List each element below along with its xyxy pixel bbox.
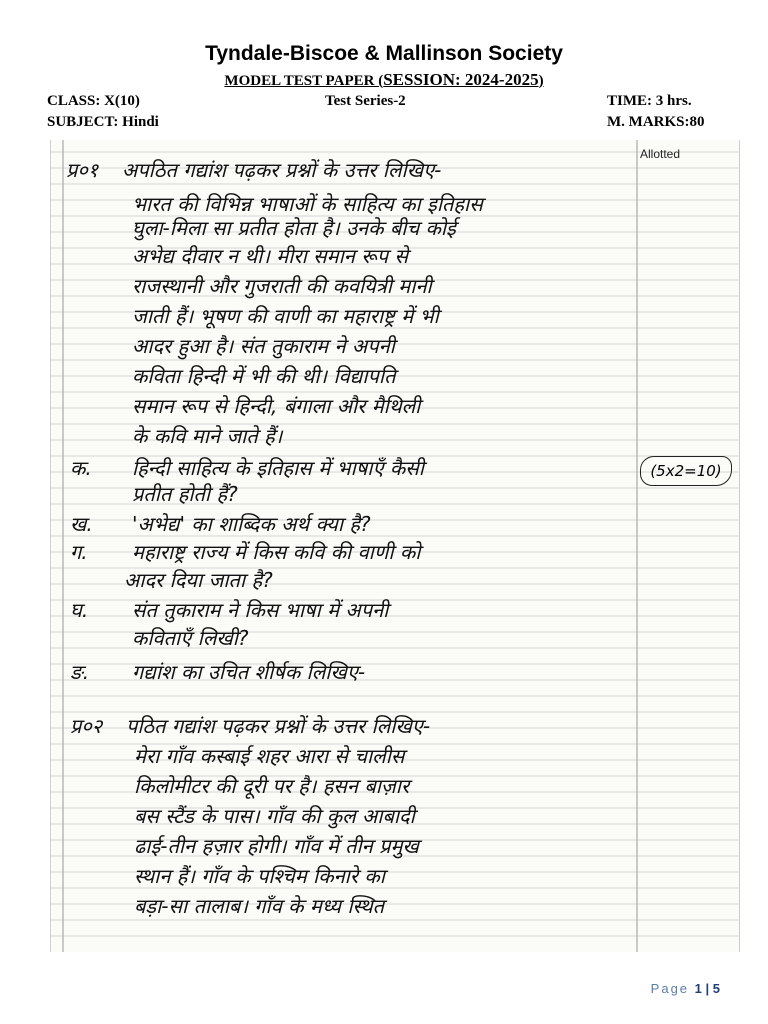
school-name: Tyndale-Biscoe & Mallinson Society	[205, 42, 563, 65]
sub-question-text: प्रतीत होती हैं?	[132, 482, 238, 506]
sub-question-text: आदर दिया जाता है?	[124, 568, 273, 592]
paper-title	[0, 70, 768, 90]
page-word: Page	[650, 981, 690, 996]
max-marks-label: M. MARKS:80	[607, 114, 705, 130]
q2-line: बस स्टैंड के पास। गाँव की कुल आबादी	[134, 804, 415, 828]
q2-line: किलोमीटर की दूरी पर है। हसन बाज़ार	[134, 774, 410, 798]
q1-line: घुला-मिला सा प्रतीत होता है। उनके बीच कोई	[132, 216, 456, 240]
sub-question-label: घ.	[70, 598, 89, 622]
q1-line: कविता हिन्दी में भी की थी। विद्यापति	[132, 364, 396, 388]
q1-line: आदर हुआ है। संत तुकाराम ने अपनी	[132, 334, 395, 358]
q2-line: बड़ा-सा तालाब। गाँव के मध्य स्थित	[134, 894, 385, 918]
q2-line: स्थान हैं। गाँव के पश्चिम किनारे का	[134, 864, 385, 888]
allotted-column-label: Allotted	[640, 147, 681, 161]
paper-title-session: SESSION: 2024-2025	[383, 70, 539, 89]
q1-line: अपठित गद्यांश पढ़कर प्रश्नों के उत्तर लिखिए-	[122, 158, 442, 182]
test-series: Test Series-2	[325, 93, 406, 109]
q1-number: प्र०१	[66, 158, 99, 182]
sub-question-text: कविताएँ लिखी?	[132, 626, 249, 650]
sub-question-text: महाराष्ट्र राज्य में किस कवि की वाणी को	[132, 540, 421, 564]
sub-question-text: संत तुकाराम ने किस भाषा में अपनी	[132, 598, 389, 622]
sub-question-label: क.	[70, 456, 92, 480]
sub-question-text: गद्यांश का उचित शीर्षक लिखिए-	[132, 660, 366, 684]
q1-line: राजस्थानी और गुजराती की कवयित्री मानी	[132, 274, 432, 298]
paper-title-suffix: )	[538, 73, 544, 89]
q1-line: भारत की विभिन्न भाषाओं के साहित्य का इतिहास	[132, 192, 483, 216]
subject-label: SUBJECT: Hindi	[47, 114, 159, 130]
class-label: CLASS: X(10)	[47, 93, 140, 109]
q1-line: समान रूप से हिन्दी, बंगाला और मैथिली	[132, 394, 421, 418]
time-label: TIME: 3 hrs.	[607, 93, 692, 109]
sub-question-text: हिन्दी साहित्य के इतिहास में भाषाएँ कैसी	[132, 456, 424, 480]
paper-title-prefix: MODEL TEST PAPER (	[224, 73, 384, 89]
q2-line: ढाई-तीन हज़ार होगी। गाँव में तीन प्रमुख	[134, 834, 419, 858]
q2-line: पठित गद्यांश पढ़कर प्रश्नों के उत्तर लिखिए-	[126, 714, 431, 738]
q2-line: मेरा गाँव कस्बाई शहर आरा से चालीस	[134, 744, 405, 768]
page-number: 1 | 5	[694, 981, 720, 996]
marks-note: (5x2=10)	[640, 456, 732, 486]
sub-question-label: ङ.	[70, 660, 90, 684]
sub-question-text: 'अभेद्य' का शाब्दिक अर्थ क्या है?	[132, 512, 371, 536]
q1-line: के कवि माने जाते हैं।	[132, 424, 283, 448]
q1-line: जाती हैं। भूषण की वाणी का महाराष्ट्र में भी	[132, 304, 439, 328]
q2-number: प्र०२	[70, 714, 103, 738]
page-footer	[651, 981, 720, 996]
sub-question-label: ख.	[70, 512, 93, 536]
sub-question-label: ग.	[70, 540, 88, 564]
q1-line: अभेद्य दीवार न थी। मीरा समान रूप से	[132, 244, 409, 268]
